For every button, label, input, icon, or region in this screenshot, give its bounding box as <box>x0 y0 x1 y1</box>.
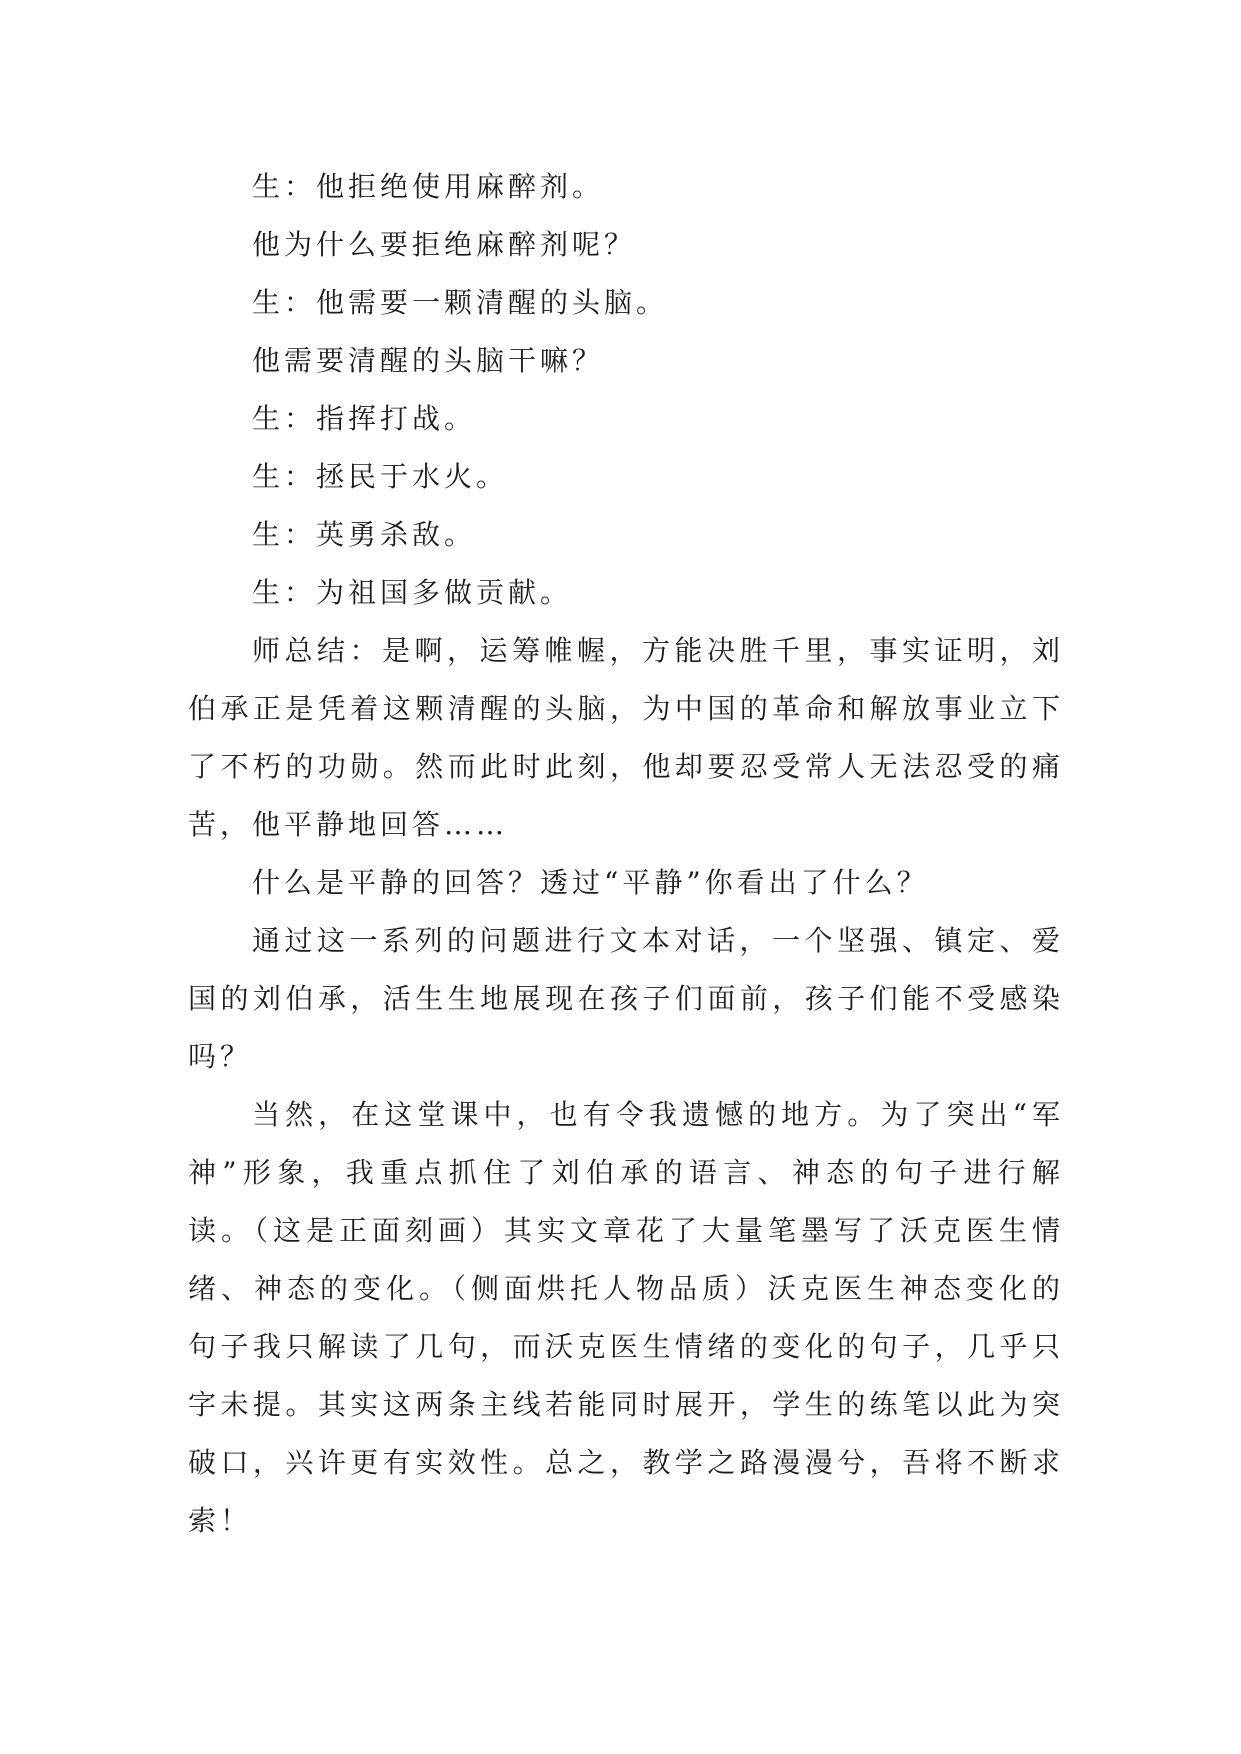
paragraph-question-calm-answer: 什么是平静的回答？透过“平静”你看出了什么？ <box>252 866 929 899</box>
document-body <box>188 158 1064 1550</box>
paragraph-reflection: 当然，在这堂课中，也有令我遗憾的地方。为了突出“军神”形象，我重点抓住了刘伯承的语言、神态的句子进行解读。（这是正面刻画）其实文章花了大量笔墨写了沃克医生情绪、神态的变化。（侧面烘托人物品质）沃克医生神态变化的句子我只解读了几句，而沃克医生情绪的变化的句子，几乎只字未提。其实这两条主线若能同时展开，学生的练笔以此为突破口，兴许更有实效性。总之，教学之路漫漫兮，吾将不断求索！ <box>188 1098 1064 1537</box>
paragraph-student-save-people: 生：拯民于水火。 <box>252 460 509 493</box>
paragraph-text-dialogue: 通过这一系列的问题进行文本对话，一个坚强、镇定、爱国的刘伯承，活生生地展现在孩子们面前，孩子们能不受感染吗？ <box>188 924 1064 1073</box>
paragraph-student-fight-enemy: 生：英勇杀敌。 <box>252 518 477 551</box>
paragraph-student-command-battle: 生：指挥打战。 <box>252 402 477 435</box>
paragraph-student-refuses-anesthetic: 生：他拒绝使用麻醉剂。 <box>252 170 605 203</box>
paragraph-student-clear-mind: 生：他需要一颗清醒的头脑。 <box>252 286 669 319</box>
paragraph-teacher-summary: 师总结：是啊，运筹帷幄，方能决胜千里，事实证明，刘伯承正是凭着这颗清醒的头脑，为中国的革命和解放事业立下了不朽的功勋。然而此时此刻，他却要忍受常人无法忍受的痛苦，他平静地回答…… <box>188 634 1064 841</box>
paragraph-student-contribute: 生：为祖国多做贡献。 <box>252 576 573 609</box>
paragraph-question-why-refuse: 他为什么要拒绝麻醉剂呢？ <box>252 228 637 261</box>
paragraph-question-clear-mind-purpose: 他需要清醒的头脑干嘛？ <box>252 344 605 377</box>
